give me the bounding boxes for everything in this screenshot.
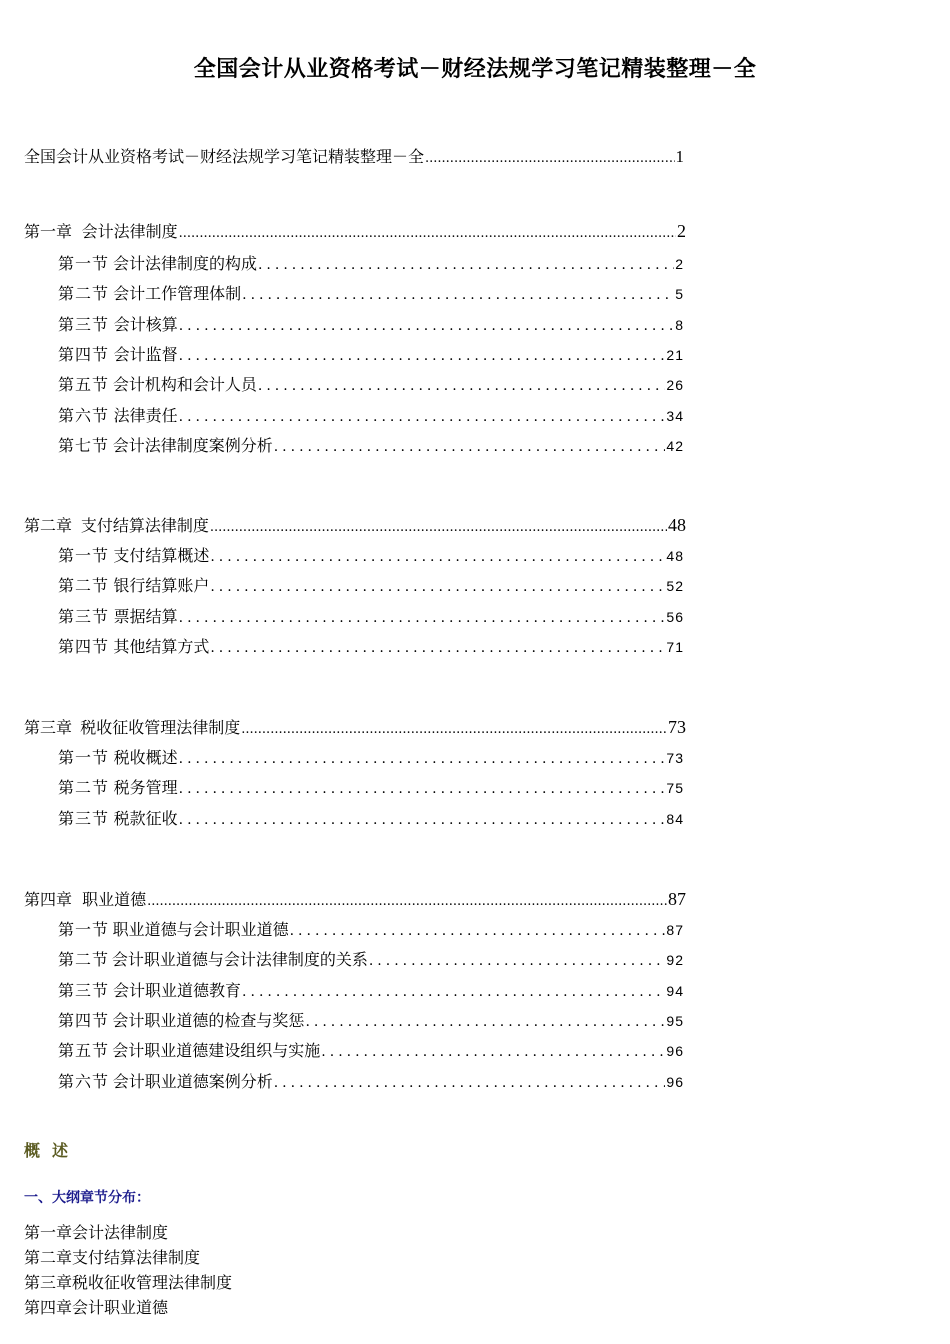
toc-leader <box>210 545 665 568</box>
outline-item <box>24 1295 168 1318</box>
toc-section-number: 第三节 <box>58 607 110 626</box>
toc-leader <box>210 575 665 598</box>
toc-leader <box>258 374 666 397</box>
toc-leader <box>179 606 666 629</box>
toc-leader <box>242 980 665 1003</box>
toc-section-label: 票据结算 <box>113 607 178 626</box>
toc-section[interactable] <box>58 1010 684 1032</box>
toc-leader <box>242 283 674 306</box>
toc-leader <box>210 636 665 659</box>
toc-page-number: 56 <box>666 609 684 625</box>
toc-section-number: 第六节 <box>58 1072 110 1091</box>
toc-chapter[interactable] <box>24 888 686 910</box>
toc-page-number: 42 <box>666 438 684 454</box>
toc-page-number: 75 <box>666 780 684 796</box>
outline-item-number: 第一章 <box>24 1223 73 1242</box>
toc-section-number: 第六节 <box>58 406 110 425</box>
toc-section-label: 会计核算 <box>113 315 178 334</box>
toc-leader <box>274 435 666 458</box>
outline-item-label: 会计职业道德 <box>72 1298 169 1317</box>
toc-section-label: 会计职业道德建设组织与实施 <box>112 1041 321 1060</box>
toc-chapter-label: 职业道德 <box>82 890 147 909</box>
toc-entry-label: 全国会计从业资格考试－财经法规学习笔记精装整理－全 <box>24 147 425 166</box>
toc-section[interactable] <box>58 919 684 941</box>
toc-section[interactable] <box>58 374 684 396</box>
toc-page-number: 26 <box>666 377 684 393</box>
toc-section-label: 会计职业道德案例分析 <box>112 1072 273 1091</box>
toc-page-number: 94 <box>666 983 684 999</box>
toc-section-number: 第五节 <box>58 375 110 394</box>
outline-item <box>24 1270 232 1293</box>
toc-section-label: 支付结算概述 <box>113 546 210 565</box>
toc-section-number: 第一节 <box>58 920 110 939</box>
toc-leader <box>369 949 666 972</box>
toc-page-number: 48 <box>666 548 684 564</box>
toc-section-number: 第五节 <box>58 1041 110 1060</box>
toc-page-number: 2 <box>677 221 686 241</box>
toc-page-number: 34 <box>666 408 684 424</box>
toc-section-number: 第四节 <box>58 637 110 656</box>
toc-section[interactable] <box>58 747 684 769</box>
overview-heading: 概述 <box>24 1141 81 1160</box>
toc-section-number: 第七节 <box>58 436 110 455</box>
toc-page-number: 8 <box>675 317 684 333</box>
toc-section[interactable] <box>58 1071 684 1093</box>
toc-section[interactable] <box>58 344 684 366</box>
toc-leader <box>258 253 674 276</box>
toc-section-label: 会计职业道德与会计法律制度的关系 <box>111 950 368 969</box>
toc-page-number: 1 <box>675 147 684 166</box>
toc-chapter[interactable] <box>24 514 686 536</box>
toc-section-label: 会计职业道德的检查与奖惩 <box>112 1011 305 1030</box>
toc-leader <box>425 146 674 170</box>
toc-chapter-number: 第三章 <box>24 718 73 737</box>
outline-item-label: 会计法律制度 <box>72 1223 169 1242</box>
toc-section-label: 法律责任 <box>113 406 178 425</box>
toc-page-number: 95 <box>666 1013 684 1029</box>
toc-section-label: 会计工作管理体制 <box>113 284 242 303</box>
toc-page-number: 2 <box>675 256 684 272</box>
toc-chapter[interactable] <box>24 220 686 242</box>
outline-item-label: 税收征收管理法律制度 <box>72 1273 233 1292</box>
toc-section-number: 第三节 <box>58 315 110 334</box>
toc-section-number: 第四节 <box>58 1011 110 1030</box>
toc-section[interactable] <box>58 314 684 336</box>
toc-leader <box>274 1071 666 1094</box>
toc-section[interactable] <box>58 808 684 830</box>
toc-page-number: 52 <box>666 578 684 594</box>
toc-page-number: 71 <box>666 639 684 655</box>
toc-section-number: 第二节 <box>58 950 110 969</box>
outline-item-number: 第三章 <box>24 1273 73 1292</box>
toc-section-label: 税款征收 <box>113 809 178 828</box>
toc-section-label: 银行结算账户 <box>113 576 210 595</box>
toc-chapter-label: 会计法律制度 <box>81 222 178 241</box>
outline-item-number: 第四章 <box>24 1298 73 1317</box>
page-title: 全国会计从业资格考试－财经法规学习笔记精装整理－全 <box>193 57 757 82</box>
toc-leader <box>179 747 666 770</box>
toc-leader <box>147 889 667 913</box>
toc-section-number: 第二节 <box>58 284 110 303</box>
toc-section-number: 第一节 <box>58 748 110 767</box>
toc-leader <box>179 314 674 337</box>
toc-section-number: 第四节 <box>58 345 110 364</box>
toc-chapter-number: 第四章 <box>24 890 73 909</box>
toc-section[interactable] <box>58 949 684 971</box>
toc-leader <box>179 777 666 800</box>
toc-section[interactable] <box>58 405 684 427</box>
toc-leader <box>179 221 676 245</box>
toc-section-label: 其他结算方式 <box>113 637 210 656</box>
toc-section-label: 会计职业道德教育 <box>113 981 242 1000</box>
toc-section-number: 第二节 <box>58 778 110 797</box>
toc-chapter-number: 第一章 <box>24 222 73 241</box>
outline-item <box>24 1245 200 1268</box>
toc-section[interactable] <box>58 606 684 628</box>
toc-section-number: 第一节 <box>58 254 110 273</box>
toc-section[interactable] <box>58 575 684 597</box>
toc-leader <box>290 919 666 942</box>
toc-page-number: 84 <box>666 811 684 827</box>
toc-section-number: 第二节 <box>58 576 110 595</box>
toc-section[interactable] <box>58 1040 684 1062</box>
toc-section[interactable] <box>58 545 684 567</box>
toc-section-label: 会计监督 <box>113 345 178 364</box>
toc-page-number: 96 <box>666 1074 684 1090</box>
toc-section-label: 会计法律制度案例分析 <box>112 436 273 455</box>
toc-section[interactable] <box>58 435 684 457</box>
toc-page-number: 21 <box>666 347 684 363</box>
outline-item-number: 第二章 <box>24 1248 73 1267</box>
toc-section-number: 第一节 <box>58 546 110 565</box>
toc-section-label: 会计机构和会计人员 <box>112 375 257 394</box>
toc-leader <box>179 405 666 428</box>
toc-section-label: 会计法律制度的构成 <box>112 254 257 273</box>
toc-section-number: 第三节 <box>58 809 110 828</box>
toc-section[interactable] <box>58 253 684 275</box>
outline-item-label: 支付结算法律制度 <box>72 1248 201 1267</box>
outline-item <box>24 1220 168 1243</box>
toc-leader <box>179 808 666 831</box>
toc-page-number: 73 <box>668 717 686 737</box>
toc-section[interactable] <box>58 636 684 658</box>
toc-chapter-number: 第二章 <box>24 516 73 535</box>
toc-title-entry[interactable] <box>24 146 684 168</box>
toc-page-number: 73 <box>666 750 684 766</box>
toc-page-number: 87 <box>666 922 684 938</box>
toc-page-number: 5 <box>675 286 684 302</box>
toc-section-label: 税收概述 <box>113 748 178 767</box>
toc-section[interactable] <box>58 283 684 305</box>
toc-section-number: 第三节 <box>58 981 110 1000</box>
outline-heading: 一、大纲章节分布： <box>24 1190 150 1206</box>
toc-page-number: 87 <box>668 889 686 909</box>
toc-page-number: 48 <box>668 515 686 535</box>
toc-chapter[interactable] <box>24 716 686 738</box>
toc-leader <box>305 1010 665 1033</box>
toc-section[interactable] <box>58 980 684 1002</box>
toc-leader <box>241 717 667 741</box>
toc-page-number: 92 <box>666 952 684 968</box>
toc-leader <box>321 1040 665 1063</box>
toc-leader <box>210 515 667 539</box>
toc-leader <box>179 344 666 367</box>
toc-page-number: 96 <box>666 1043 684 1059</box>
toc-section[interactable] <box>58 777 684 799</box>
toc-chapter-label: 支付结算法律制度 <box>80 516 209 535</box>
toc-section-label: 税务管理 <box>113 778 178 797</box>
toc-chapter-label: 税收征收管理法律制度 <box>80 718 241 737</box>
toc-section-label: 职业道德与会计职业道德 <box>112 920 289 939</box>
